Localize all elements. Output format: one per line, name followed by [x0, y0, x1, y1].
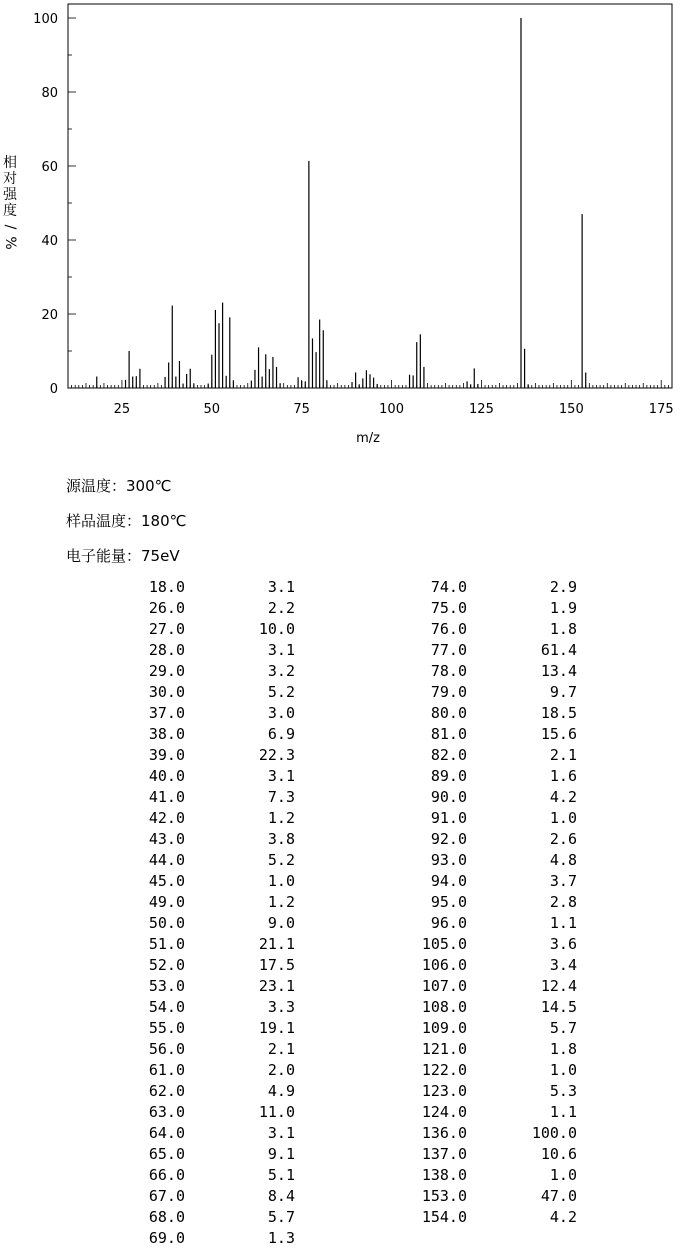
y-tick-label: 80: [41, 86, 58, 101]
peak-intensity: 3.1: [267, 767, 295, 785]
peak-mz: 55.0: [148, 1019, 185, 1037]
peak-intensity: 47.0: [540, 1187, 577, 1205]
peak-intensity: 12.4: [540, 977, 577, 995]
peak-mz: 63.0: [148, 1103, 185, 1121]
peak-intensity: 21.1: [258, 935, 295, 953]
peak-intensity: 14.5: [540, 998, 577, 1016]
peak-intensity: 1.8: [549, 1040, 577, 1058]
peak-intensity: 2.0: [267, 1061, 295, 1079]
peak-mz: 65.0: [148, 1145, 185, 1163]
peak-mz: 39.0: [148, 746, 185, 764]
peak-intensity: 3.4: [549, 956, 577, 974]
source-temperature: 源温度：300℃: [66, 477, 172, 495]
y-tick-label: 40: [41, 234, 58, 249]
peak-intensity: 1.2: [267, 809, 295, 827]
peak-mz: 49.0: [148, 893, 185, 911]
peak-intensity: 1.9: [549, 599, 577, 617]
mass-spectrum-chart: [0, 0, 680, 450]
peak-mz: 43.0: [148, 830, 185, 848]
peak-mz: 90.0: [430, 788, 467, 806]
peak-intensity: 9.0: [267, 914, 295, 932]
peak-mz: 80.0: [430, 704, 467, 722]
peak-mz: 78.0: [430, 662, 467, 680]
x-axis-label: m/z: [356, 431, 380, 446]
peak-mz: 93.0: [430, 851, 467, 869]
peak-mz: 27.0: [148, 620, 185, 638]
peak-intensity: 18.5: [540, 704, 577, 722]
peak-mz: 154.0: [421, 1208, 467, 1226]
electron-energy: 电子能量：75eV: [66, 547, 180, 565]
peak-intensity: 17.5: [258, 956, 295, 974]
y-tick-label: 20: [41, 308, 58, 323]
y-axis-label-char: 度: [3, 203, 17, 219]
peak-intensity: 3.3: [267, 998, 295, 1016]
peak-mz: 26.0: [148, 599, 185, 617]
peak-intensity: 1.1: [549, 1103, 577, 1121]
peak-intensity: 8.4: [267, 1187, 295, 1205]
peak-intensity: 1.0: [549, 809, 577, 827]
peak-intensity: 2.6: [549, 830, 577, 848]
peak-mz: 138.0: [421, 1166, 467, 1184]
y-axis-label-char: 对: [3, 171, 17, 187]
peak-mz: 82.0: [430, 746, 467, 764]
peak-mz: 38.0: [148, 725, 185, 743]
peak-mz: 44.0: [148, 851, 185, 869]
peak-mz: 52.0: [148, 956, 185, 974]
peak-intensity: 3.6: [549, 935, 577, 953]
peak-mz: 53.0: [148, 977, 185, 995]
peak-intensity: 9.1: [267, 1145, 295, 1163]
peak-intensity: 1.8: [549, 620, 577, 638]
peak-mz: 77.0: [430, 641, 467, 659]
peak-mz: 68.0: [148, 1208, 185, 1226]
peak-mz: 75.0: [430, 599, 467, 617]
peak-intensity: 13.4: [540, 662, 577, 680]
peak-mz: 136.0: [421, 1124, 467, 1142]
peak-intensity: 5.7: [549, 1019, 577, 1037]
peak-intensity: 4.2: [549, 1208, 577, 1226]
peak-intensity: 100.0: [531, 1124, 577, 1142]
peak-intensity: 5.3: [549, 1082, 577, 1100]
peak-intensity: 1.6: [549, 767, 577, 785]
peak-intensity: 10.6: [540, 1145, 577, 1163]
peak-intensity: 2.8: [549, 893, 577, 911]
y-tick-label: 0: [49, 382, 58, 397]
y-tick-label: 100: [33, 12, 58, 27]
peak-intensity: 7.3: [267, 788, 295, 806]
y-axis-label-char: %: [2, 236, 18, 250]
peak-mz: 40.0: [148, 767, 185, 785]
peak-intensity: 3.7: [549, 872, 577, 890]
peak-mz: 123.0: [421, 1082, 467, 1100]
peak-intensity: 2.1: [549, 746, 577, 764]
peak-intensity: 61.4: [540, 641, 577, 659]
peak-mz: 42.0: [148, 809, 185, 827]
peak-intensity: 1.2: [267, 893, 295, 911]
peak-mz: 51.0: [148, 935, 185, 953]
peak-intensity: 15.6: [540, 725, 577, 743]
peak-intensity: 9.7: [549, 683, 577, 701]
peak-mz: 18.0: [148, 578, 185, 596]
peak-intensity: 3.8: [267, 830, 295, 848]
peak-mz: 62.0: [148, 1082, 185, 1100]
x-tick-label: 125: [469, 402, 494, 417]
peak-mz: 67.0: [148, 1187, 185, 1205]
peak-mz: 66.0: [148, 1166, 185, 1184]
peak-intensity: 4.9: [267, 1082, 295, 1100]
peak-intensity: 4.2: [549, 788, 577, 806]
peak-mz: 74.0: [430, 578, 467, 596]
peak-mz: 30.0: [148, 683, 185, 701]
y-axis-label-char: /: [2, 224, 18, 230]
y-axis-label-char: 强: [3, 187, 17, 203]
peak-mz: 153.0: [421, 1187, 467, 1205]
peak-mz: 89.0: [430, 767, 467, 785]
peak-intensity: 1.0: [549, 1166, 577, 1184]
peak-mz: 95.0: [430, 893, 467, 911]
peak-mz: 64.0: [148, 1124, 185, 1142]
peak-mz: 109.0: [421, 1019, 467, 1037]
peak-mz: 41.0: [148, 788, 185, 806]
peak-mz: 94.0: [430, 872, 467, 890]
peak-intensity: 11.0: [258, 1103, 295, 1121]
peak-mz: 45.0: [148, 872, 185, 890]
peak-mz: 79.0: [430, 683, 467, 701]
peak-mz: 92.0: [430, 830, 467, 848]
peak-mz: 56.0: [148, 1040, 185, 1058]
peak-mz: 107.0: [421, 977, 467, 995]
peak-mz: 28.0: [148, 641, 185, 659]
peak-intensity: 5.2: [267, 683, 295, 701]
peak-intensity: 3.0: [267, 704, 295, 722]
peak-intensity: 5.2: [267, 851, 295, 869]
peak-mz: 81.0: [430, 725, 467, 743]
peak-mz: 122.0: [421, 1061, 467, 1079]
peak-mz: 50.0: [148, 914, 185, 932]
peak-intensity: 3.1: [267, 578, 295, 596]
x-tick-label: 50: [203, 402, 221, 417]
peak-intensity: 3.1: [267, 1124, 295, 1142]
peak-mz: 54.0: [148, 998, 185, 1016]
peak-intensity: 5.7: [267, 1208, 295, 1226]
plot-frame: [68, 4, 672, 388]
peak-mz: 61.0: [148, 1061, 185, 1079]
peak-intensity: 19.1: [258, 1019, 295, 1037]
peak-intensity: 23.1: [258, 977, 295, 995]
peak-mz: 124.0: [421, 1103, 467, 1121]
x-tick-label: 175: [648, 402, 674, 417]
y-tick-label: 60: [41, 160, 58, 175]
peak-intensity: 22.3: [258, 746, 295, 764]
peak-mz: 29.0: [148, 662, 185, 680]
peak-intensity: 1.0: [267, 872, 295, 890]
sample-temperature: 样品温度：180℃: [66, 512, 187, 530]
peak-intensity: 5.1: [267, 1166, 295, 1184]
peak-mz: 96.0: [430, 914, 467, 932]
peak-mz: 69.0: [148, 1229, 185, 1247]
peak-intensity: 3.1: [267, 641, 295, 659]
peak-mz: 121.0: [421, 1040, 467, 1058]
peak-intensity: 2.2: [267, 599, 295, 617]
x-tick-label: 25: [113, 402, 131, 417]
peak-mz: 108.0: [421, 998, 467, 1016]
peak-mz: 91.0: [430, 809, 467, 827]
peak-intensity: 1.3: [267, 1229, 295, 1247]
peak-intensity: 2.1: [267, 1040, 295, 1058]
peak-intensity: 2.9: [549, 578, 577, 596]
peak-intensity: 6.9: [267, 725, 295, 743]
peak-intensity: 10.0: [258, 620, 295, 638]
peak-mz: 105.0: [421, 935, 467, 953]
peak-intensity: 1.0: [549, 1061, 577, 1079]
peak-mz: 137.0: [421, 1145, 467, 1163]
peak-intensity: 1.1: [549, 914, 577, 932]
x-tick-label: 150: [558, 402, 584, 417]
x-tick-label: 75: [293, 402, 310, 417]
peak-mz: 76.0: [430, 620, 467, 638]
peak-mz: 37.0: [148, 704, 185, 722]
y-axis-label-char: 相: [3, 155, 17, 171]
peak-intensity: 3.2: [267, 662, 295, 680]
peak-mz: 106.0: [421, 956, 467, 974]
peak-intensity: 4.8: [549, 851, 577, 869]
x-tick-label: 100: [379, 402, 404, 417]
